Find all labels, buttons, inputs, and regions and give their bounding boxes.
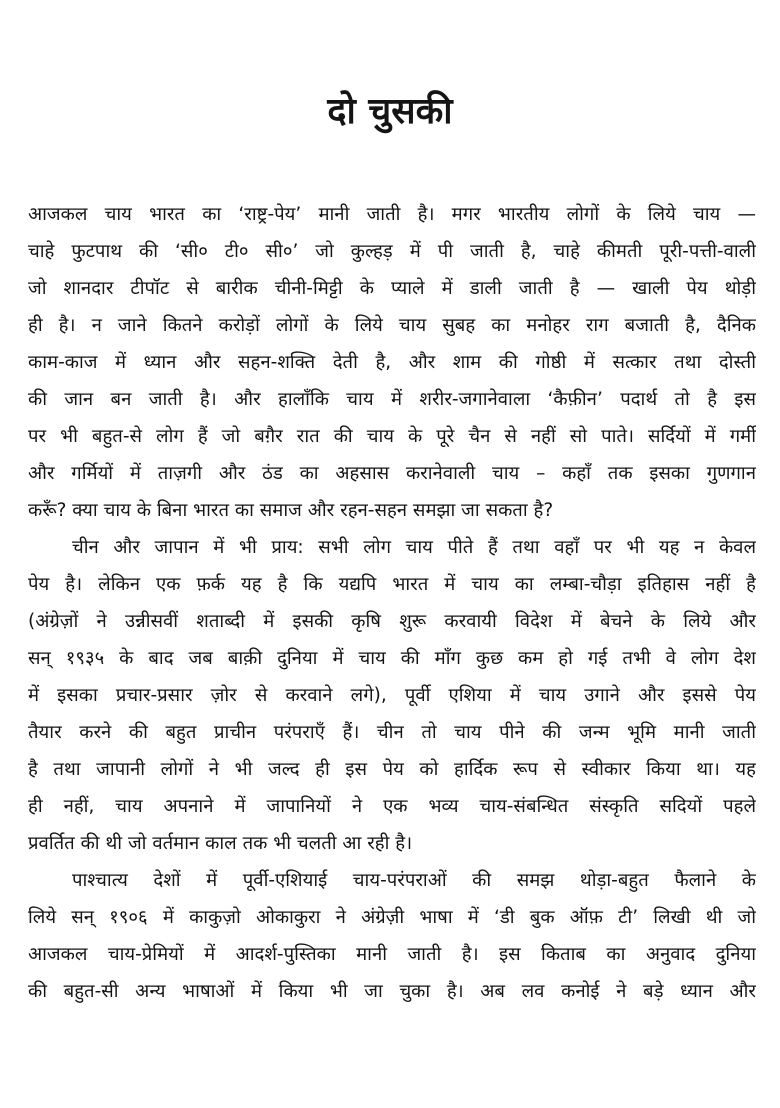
- text-line: की जान बन जाती है। और हालाँकि चाय में शरीर-जगानेवाला ‘कैफ़ीन’ पदार्थ तो है इस: [28, 389, 756, 410]
- text-line: तैयार करने की बहुत प्राचीन परंपराएँ हैं। चीन तो चाय पीने की जन्म भूमि मानी जाती: [28, 722, 756, 743]
- text-line: काम-काज में ध्यान और सहन-शक्ति देती है, और शाम की गोष्ठी में सत्कार तथा दोस्ती: [28, 352, 756, 373]
- text-line: पेय है। लेकिन एक फ़र्क यह है कि यद्यपि भारत में चाय का लम्बा-चौड़ा इतिहास नहीं है: [28, 574, 756, 595]
- text-line: की बहुत-सी अन्य भाषाओं में किया भी जा चुका है। अब लव कनोई ने बड़े ध्यान और: [28, 981, 756, 1002]
- text-line: आजकल चाय-प्रेमियों में आदर्श-पुस्तिका मानी जाती है। इस किताब का अनुवाद दुनिया: [28, 944, 756, 965]
- text-line: जो शानदार टीपॉट से बारीक चीनी-मिट्टी के प्याले में डाली जाती है — खाली पेय थोड़ी: [28, 278, 756, 299]
- text-line: पाश्चात्य देशों में पूर्वी-एशियाई चाय-परंपराओं की समझ थोड़ा-बहुत फैलाने के: [72, 870, 756, 891]
- text-line: ही नहीं, चाय अपनाने में जापानियों ने एक भव्य चाय-संबन्धित संस्कृति सदियों पहले: [28, 796, 756, 817]
- text-line: करूँ? क्या चाय के बिना भारत का समाज और रहन-सहन समझा जा सकता है?: [28, 500, 554, 521]
- text-line: पर भी बहुत-से लोग हैं जो बग़ैर रात की चाय के पूरे चैन से नहीं सो पाते। सर्दियों में गर्मी: [28, 426, 756, 447]
- paragraph-1: [28, 196, 756, 529]
- text-line: है तथा जापानी लोगों ने भी जल्द ही इस पेय को हार्दिक रूप से स्वीकार किया था। यह: [28, 759, 756, 780]
- text-line: आजकल चाय भारत का ‘राष्ट्र-पेय’ मानी जाती है। मगर भारतीय लोगों के लिये चाय —: [28, 204, 756, 225]
- text-line: और गर्मियों में ताज़गी और ठंड का अहसास करानेवाली चाय – कहाँ तक इसका गुणगान: [28, 463, 756, 484]
- text-line: चीन और जापान में भी प्राय: सभी लोग चाय पीते हैं तथा वहाँ पर भी यह न केवल: [72, 537, 756, 558]
- text-line: (अंग्रेज़ों ने उन्नीसवीं शताब्दी में इसकी कृषि शुरू करवायी विदेश में बेचने के लिये और: [28, 611, 756, 632]
- text-line: लिये सन् १९०६ में काकुज़ो ओकाकुरा ने अंग्रेज़ी भाषा में ‘डी बुक ऑफ़ टी’ लिखी थी जो: [28, 907, 756, 928]
- body-text: [28, 196, 756, 1010]
- text-line: सन् १९३५ के बाद जब बाक़ी दुनिया में चाय की माँग कुछ कम हो गई तभी वे लोग देश: [28, 648, 756, 669]
- paragraph-2: [28, 529, 756, 862]
- text-line: में इसका प्रचार-प्रसार ज़ोर से करवाने लगे), पूर्वी एशिया में चाय उगाने और इससे पेय: [28, 685, 756, 706]
- text-line: ही है। न जाने कितने करोड़ों लोगों के लिये चाय सुबह का मनोहर राग बजाती है, दैनिक: [28, 315, 756, 336]
- page-title: दो चुसकी: [327, 91, 453, 132]
- text-line: प्रवर्तित की थी जो वर्तमान काल तक भी चलती आ रही है।: [28, 833, 413, 854]
- text-line: चाहे फुटपाथ की ‘सी० टी० सी०’ जो कुल्हड़ में पी जाती है, चाहे कीमती पूरी-पत्ती-वाली: [28, 241, 756, 262]
- paragraph-3: [28, 862, 756, 1010]
